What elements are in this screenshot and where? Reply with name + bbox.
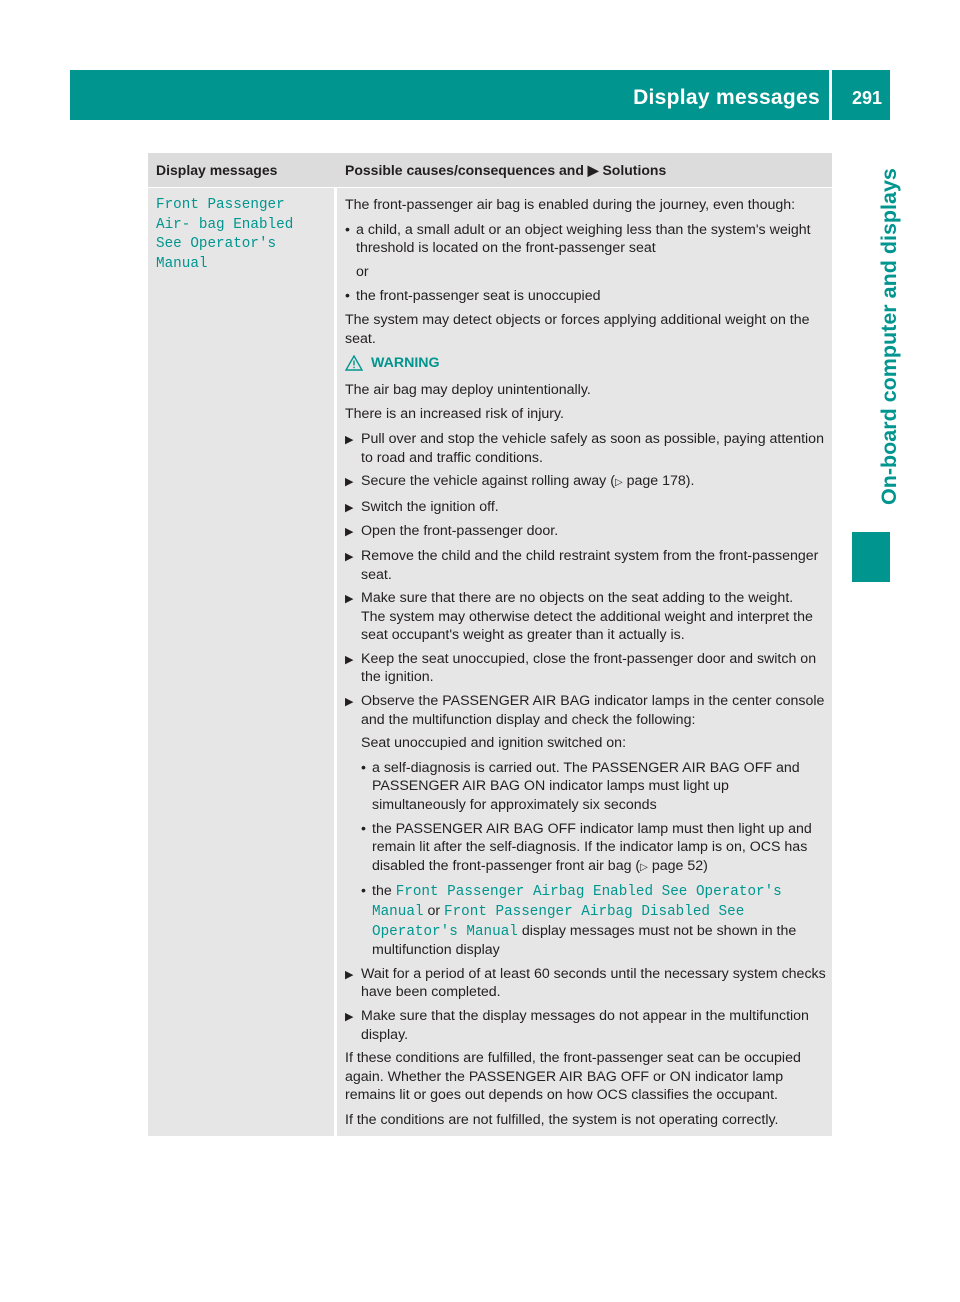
warning-heading xyxy=(345,354,826,373)
action-step xyxy=(345,1007,826,1044)
action-text: Make sure that the display messages do not appear in the multifunction display. xyxy=(361,1007,809,1043)
warning-text: There is an increased risk of injury. xyxy=(345,406,564,423)
list-item-text: a child, a small adult or an object weighing less than the system's weight threshold is located on the front-passenger seat xyxy=(356,221,811,257)
message-cell xyxy=(148,187,337,1136)
action-step xyxy=(345,650,826,687)
action-step xyxy=(345,692,826,729)
bullet-icon: • xyxy=(361,883,366,900)
page-reference-link[interactable]: page 52) xyxy=(651,857,708,874)
chapter-tab-marker xyxy=(852,532,890,582)
list-item xyxy=(361,882,826,959)
bullet-icon: • xyxy=(345,221,350,238)
table-row xyxy=(148,187,832,1136)
action-step xyxy=(345,547,826,584)
display-message-ref: Front Passenger Airbag Disabled See Operator's Manual xyxy=(372,904,745,940)
action-text-part: Secure the vehicle against rolling away ( xyxy=(361,473,615,490)
column-header-messages: Display messages xyxy=(148,153,337,187)
action-arrow-icon: ▶ xyxy=(345,696,354,709)
action-step xyxy=(345,522,826,542)
page-ref-icon: ▷ xyxy=(640,861,648,873)
list-item-text-part: display messages must not be shown in the multifunction display xyxy=(372,922,797,959)
action-arrow-icon: ▶ xyxy=(345,653,354,666)
list-item-text xyxy=(372,882,826,959)
list-item xyxy=(361,759,826,815)
bullet-icon: • xyxy=(361,820,366,837)
display-message-ref: Front Passenger Airbag Enabled See Operator's Manual xyxy=(372,884,782,920)
list-item xyxy=(361,820,826,878)
action-arrow-icon: ▶ xyxy=(345,550,354,563)
action-arrow-icon: ▶ xyxy=(345,476,354,489)
table-header-row xyxy=(148,153,832,187)
action-arrow-icon: ▶ xyxy=(345,1010,354,1023)
check-list xyxy=(361,734,826,960)
bullet-icon: • xyxy=(361,759,366,776)
header-divider xyxy=(829,70,832,120)
page-reference-link[interactable]: page 178). xyxy=(626,473,695,490)
action-text xyxy=(361,472,694,493)
seat-unoccupied-text: Seat unoccupied and ignition switched on: xyxy=(361,735,627,752)
bullet-icon: • xyxy=(345,288,350,305)
action-arrow-icon: ▶ xyxy=(345,593,354,606)
page-number: 291 xyxy=(851,88,882,108)
detect-text: The system may detect objects or forces applying additional weight on the seat. xyxy=(345,311,810,347)
action-text: Remove the child and the child restraint system from the front-passenger seat. xyxy=(361,547,819,583)
action-text: Keep the seat unoccupied, close the front-passenger door and switch on the ignition. xyxy=(361,650,817,686)
action-arrow-icon: ▶ xyxy=(345,526,354,539)
warning-text: The air bag may deploy unintentionally. xyxy=(345,381,591,398)
action-text: Observe the PASSENGER AIR BAG indicator lamps in the center console and the multifunction display and check the following: xyxy=(361,693,825,728)
action-arrow-icon: ▶ xyxy=(345,501,354,514)
action-text: Pull over and stop the vehicle safely as soon as possible, paying attention to road and traffic conditions. xyxy=(361,430,824,466)
action-arrow-icon: ▶ xyxy=(345,968,354,981)
solution-arrow-icon: ▶ xyxy=(587,161,599,178)
list-item-text: a self-diagnosis is carried out. The PASSENGER AIR BAG OFF and PASSENGER AIR BAG ON indicator lamps must light up simultaneously for approximately six seconds xyxy=(372,759,800,814)
list-item-text-part: the xyxy=(372,883,392,900)
list-item-text xyxy=(372,820,826,878)
list-item xyxy=(345,287,826,306)
action-text xyxy=(361,589,826,645)
list-item-text: the front-passenger seat is unoccupied xyxy=(356,288,601,305)
section-title: Display messages xyxy=(633,86,820,109)
warning-label: WARNING xyxy=(371,355,440,372)
chapter-label: On-board computer and displays xyxy=(877,168,901,505)
or-text: or xyxy=(356,263,369,280)
action-text: Switch the ignition off. xyxy=(361,498,499,515)
action-text: Wait for a period of at least 60 seconds until the necessary system checks have been completed. xyxy=(361,965,826,1001)
list-item-text-part: the PASSENGER AIR BAG OFF indicator lamp must then light up and remain lit after the self-diagnosis. If the indicator lamp is on, OCS has disabled the front-passenger front air bag ( xyxy=(372,820,812,874)
action-text-part: Make sure that there are no objects on the seat adding to the weight. xyxy=(361,590,794,607)
action-step xyxy=(345,498,826,518)
page-ref-icon: ▷ xyxy=(614,477,623,489)
column-header-causes-text: Possible causes/consequences and xyxy=(345,161,584,178)
warning-triangle-icon xyxy=(345,355,363,371)
action-arrow-icon: ▶ xyxy=(345,433,354,446)
display-messages-table xyxy=(148,153,832,1136)
list-item xyxy=(345,221,826,258)
action-step xyxy=(345,589,826,645)
column-header-solutions-text: Solutions xyxy=(602,161,667,178)
action-step xyxy=(345,430,826,467)
action-step xyxy=(345,965,826,1002)
column-header-causes xyxy=(337,153,832,187)
page-header xyxy=(70,70,890,120)
solution-cell xyxy=(337,187,832,1136)
list-item-text-part: or xyxy=(427,903,441,919)
action-text: Open the front-passenger door. xyxy=(361,523,559,540)
action-step xyxy=(345,472,826,493)
not-fulfilled-text: If the conditions are not fulfilled, the system is not operating correctly. xyxy=(345,1111,779,1128)
fulfilled-text: If these conditions are fulfilled, the front-passenger seat can be occupied again. Whether the PASSENGER AIR BAG OFF or ON indicator lamp remains lit or goes out depends on how OCS classifies the occupant. xyxy=(345,1050,801,1104)
display-message-name: Front Passenger Air‐ bag Enabled See Operator's Manual xyxy=(156,197,294,272)
action-text-part: The system may otherwise detect the additional weight and interpret the seat occupant's weight as greater than it actually is. xyxy=(361,608,813,644)
intro-text: The front-passenger air bag is enabled during the journey, even though: xyxy=(345,197,796,213)
